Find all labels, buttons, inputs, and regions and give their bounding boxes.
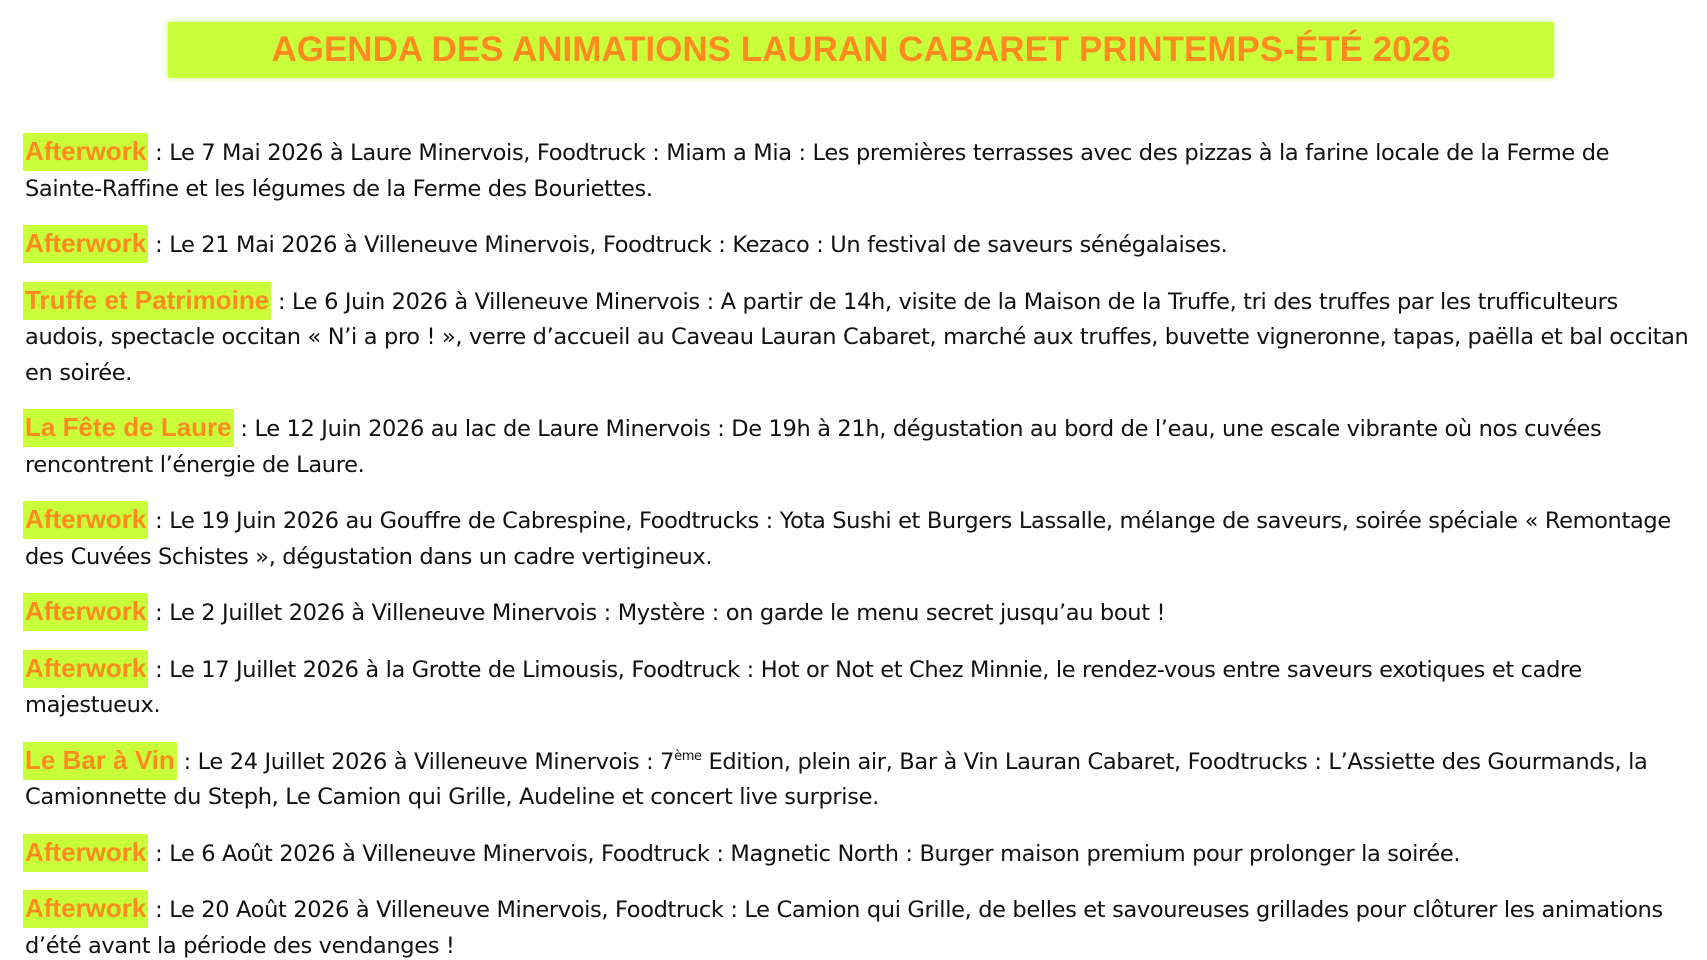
event-list [25, 134, 1690, 960]
event-description: : Le 20 Août 2026 à Villeneuve Minervois, Foodtruck : Le Camion qui Grille, de belles et savoureuses grillades pour clôturer les animations d’été avant la période des vendanges ! [25, 897, 1663, 959]
event-tag: Afterwork [23, 650, 148, 688]
event-item [25, 743, 1690, 816]
event-tag: Afterwork [23, 501, 148, 539]
event-tag: Afterwork [23, 834, 148, 872]
event-tag: Afterwork [23, 133, 148, 171]
event-description: : Le 7 Mai 2026 à Laure Minervois, Foodtruck : Miam a Mia : Les premières terrasses avec des pizzas à la farine locale de la Ferme de Sainte-Raffine et les légumes de la Ferme des Bouriettes. [25, 140, 1610, 202]
event-description [25, 749, 1647, 811]
event-tag: Afterwork [23, 225, 148, 263]
event-tag: Afterwork [23, 890, 148, 928]
event-tag: Le Bar à Vin [23, 742, 177, 780]
event-item [25, 891, 1690, 960]
event-description: : Le 6 Juin 2026 à Villeneuve Minervois : A partir de 14h, visite de la Maison de la Truffe, tri des truffes par les trufficulteurs audois, spectacle occitan « N’i a pro ! », verre d’accueil au Caveau Lauran Cabaret, marché aux truffes, buvette vigneronne, tapas, paëlla et bal occitan en soirée. [25, 288, 1689, 386]
event-description: : Le 2 Juillet 2026 à Villeneuve Minervois : Mystère : on garde le menu secret jusqu’au bout ! [148, 600, 1166, 626]
event-description-start: : Le 24 Juillet 2026 à Villeneuve Minervois : 7 [176, 748, 675, 775]
event-tag: Truffe et Patrimoine [23, 282, 271, 320]
event-description: : Le 21 Mai 2026 à Villeneuve Minervois, Foodtruck : Kezaco : Un festival de saveurs sénégalaises. [148, 232, 1228, 258]
event-item [25, 226, 1690, 264]
event-item [25, 835, 1690, 873]
event-description-end: Edition, plein air, Bar à Vin Lauran Cabaret, Foodtrucks : L’Assiette des Gourmands, la Camionnette du Steph, Le Camion qui Grille, Audeline et concert live surprise. [25, 748, 1648, 810]
event-item [25, 651, 1690, 724]
event-item [25, 283, 1690, 392]
event-item [25, 410, 1690, 483]
event-item [25, 134, 1690, 207]
event-tag: La Fête de Laure [23, 409, 234, 447]
event-description: : Le 12 Juin 2026 au lac de Laure Minervois : De 19h à 21h, dégustation au bord de l’eau, une escale vibrante où nos cuvées rencontrent l’énergie de Laure. [25, 416, 1602, 478]
page-title: AGENDA DES ANIMATIONS LAURAN CABARET PRINTEMPS-ÉTÉ 2026 [271, 30, 1451, 69]
event-description: : Le 6 Août 2026 à Villeneuve Minervois, Foodtruck : Magnetic North : Burger maison premium pour prolonger la soirée. [148, 840, 1461, 867]
event-tag: Afterwork [23, 593, 148, 631]
event-description: : Le 19 Juin 2026 au Gouffre de Cabrespine, Foodtrucks : Yota Sushi et Burgers Lassalle, mélange de saveurs, soirée spéciale « Remontage des Cuvées Schistes », dégustation dans un cadre vertigineux. [25, 508, 1671, 570]
event-description: : Le 17 Juillet 2026 à la Grotte de Limousis, Foodtruck : Hot or Not et Chez Minnie, le rendez-vous entre saveurs exotiques et cadre majestueux. [25, 656, 1582, 718]
event-item [25, 594, 1690, 632]
title-banner [168, 22, 1554, 78]
ordinal-superscript: ème [674, 748, 702, 764]
event-item [25, 502, 1690, 575]
